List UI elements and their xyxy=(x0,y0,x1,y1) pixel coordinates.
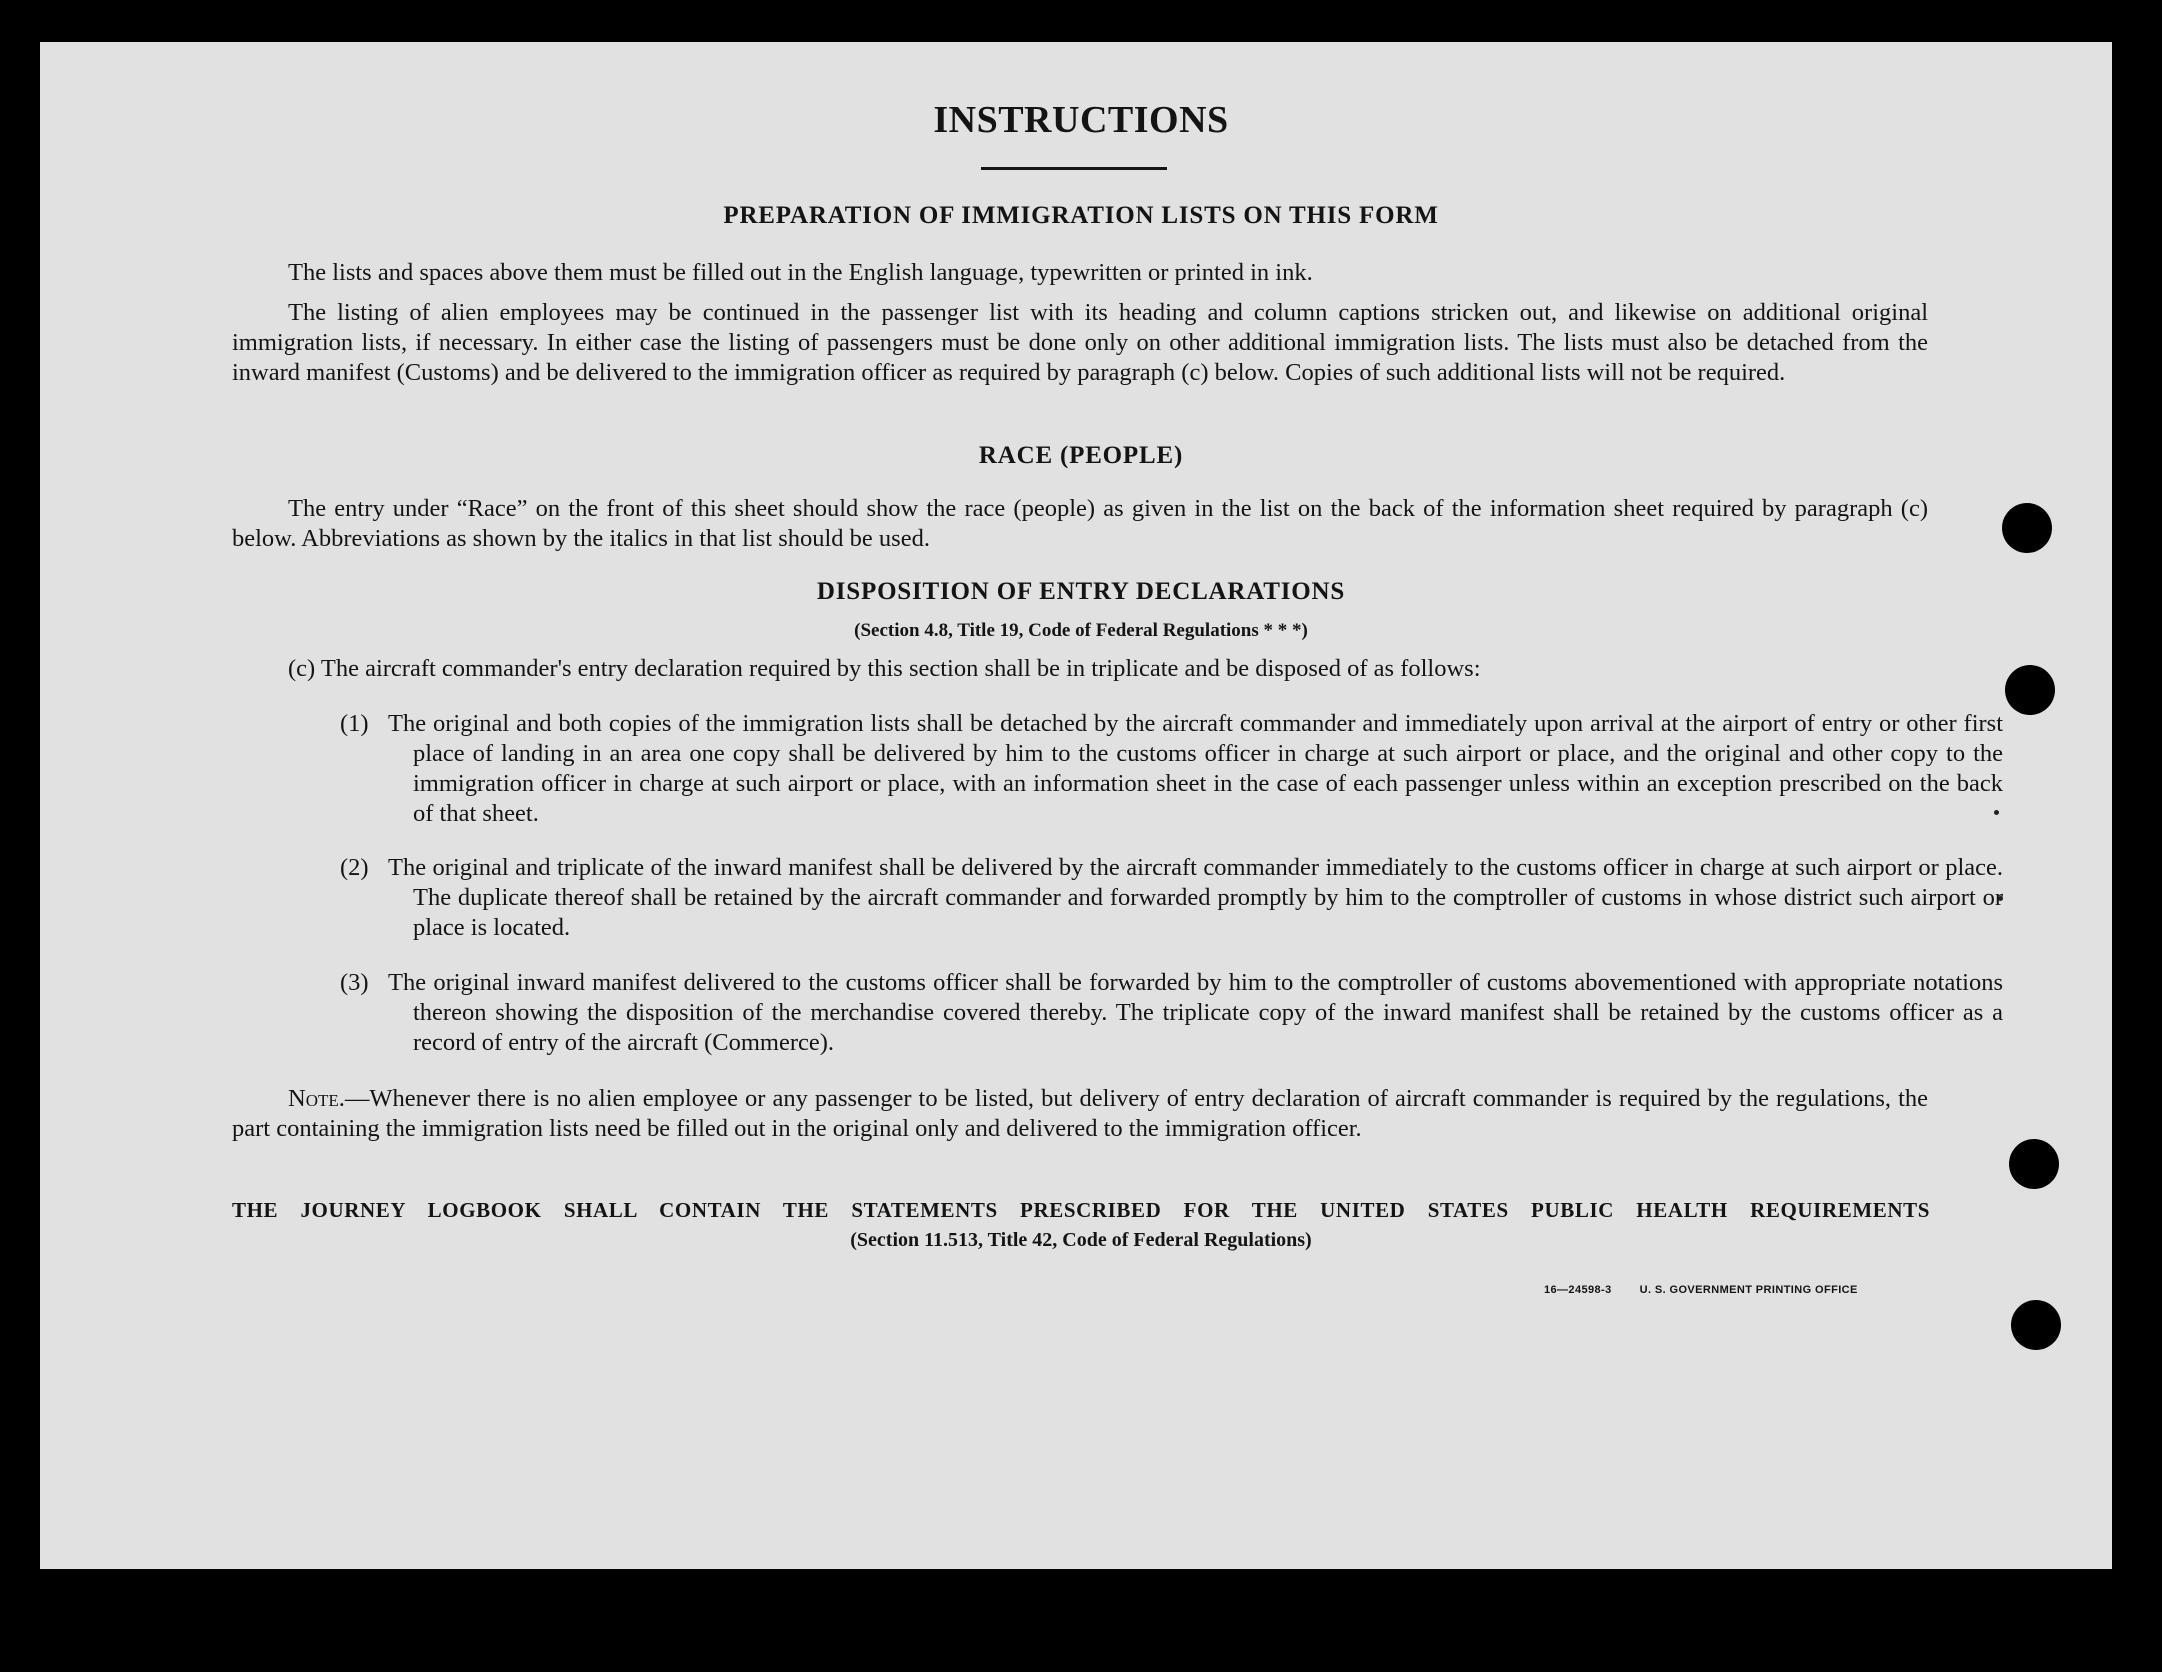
item-text: The original inward manifest delivered to the customs officer shall be forwarded by him to the comptroller of customs abovementioned with appropriate notations thereon showing the disposition of the merchandise covered thereby. The triplicate copy of the inward manifest shall be retained by the customs officer as a record of entry of the aircraft (Commerce). xyxy=(388,969,2003,1056)
title-rule xyxy=(981,167,1167,170)
printer-imprint xyxy=(1544,1284,1858,1296)
printer-name: U. S. GOVERNMENT PRINTING OFFICE xyxy=(1639,1284,1858,1296)
disposition-item xyxy=(340,709,2003,829)
item-text: The original and triplicate of the inward manifest shall be delivered by the aircraft commander immediately to the customs officer in charge at such airport or place. The duplicate thereof shall be retained by the aircraft commander and forwarded promptly by him to the comptroller of customs in whose district such airport or place is located. xyxy=(388,854,2003,941)
race-paragraph: The entry under “Race” on the front of this sheet should show the race (people) as given in the list on the back of the information sheet required by paragraph (c) below. Abbreviations as shown by the italics in that list should be used. xyxy=(232,495,1928,552)
preparation-paragraph-2: The listing of alien employees may be continued in the passenger list with its heading and column captions stricken out, and likewise on additional original immigration lists, if necessary. In either case the listing of passengers must be done only on other additional immigration lists. The lists must also be detached from the inward manifest (Customs) and be delivered to the immigration officer as required by paragraph (c) below. Copies of such additional lists will not be required. xyxy=(232,299,1928,386)
preparation-heading: PREPARATION OF IMMIGRATION LISTS ON THIS FORM xyxy=(723,202,1439,229)
item-text: The original and both copies of the immigration lists shall be detached by the aircraft commander and immediately upon arrival at the airport of entry or other first place of landing in an area one copy shall be delivered by him to the customs officer in charge at such airport or place, and the original and other copy to the immigration officer in charge at such airport or place, with an information sheet in the case of each passenger unless within an exception prescribed on the back of that sheet. xyxy=(388,710,2003,827)
page-title: INSTRUCTIONS xyxy=(933,99,1229,141)
form-code: 16—24598-3 xyxy=(1544,1284,1612,1296)
punch-hole xyxy=(2002,503,2052,553)
item-number: (2) xyxy=(340,854,369,881)
logbook-citation: (Section 11.513, Title 42, Code of Federal Regulations) xyxy=(850,1229,1312,1251)
item-number: (3) xyxy=(340,969,369,996)
disposition-item xyxy=(340,968,2003,1058)
race-heading: RACE (PEOPLE) xyxy=(978,442,1184,469)
logbook-statement: THE JOURNEY LOGBOOK SHALL CONTAIN THE STATEMENTS PRESCRIBED FOR THE UNITED STATES PUBLIC HEALTH REQUIREMENTS xyxy=(232,1198,1930,1222)
disposition-intro: (c) The aircraft commander's entry declaration required by this section shall be in triplicate and be disposed of as follows: xyxy=(288,655,1481,682)
note-label: Note. xyxy=(288,1085,345,1112)
punch-hole xyxy=(2011,1300,2061,1350)
disposition-heading: DISPOSITION OF ENTRY DECLARATIONS xyxy=(816,578,1346,605)
item-number: (1) xyxy=(340,710,369,737)
disposition-subheading: (Section 4.8, Title 19, Code of Federal Regulations * * *) xyxy=(854,620,1308,641)
punch-hole xyxy=(2005,665,2055,715)
disposition-item xyxy=(340,853,2003,943)
note-text: —Whenever there is no alien employee or any passenger to be listed, but delivery of entry declaration of aircraft commander is required by the regulations, the part containing the immigration lists need be filled out in the original only and delivered to the immigration officer. xyxy=(232,1085,1928,1142)
preparation-paragraph-1: The lists and spaces above them must be filled out in the English language, typewritten or printed in ink. xyxy=(288,259,1313,286)
note-paragraph xyxy=(232,1084,1928,1144)
punch-hole xyxy=(2009,1139,2059,1189)
